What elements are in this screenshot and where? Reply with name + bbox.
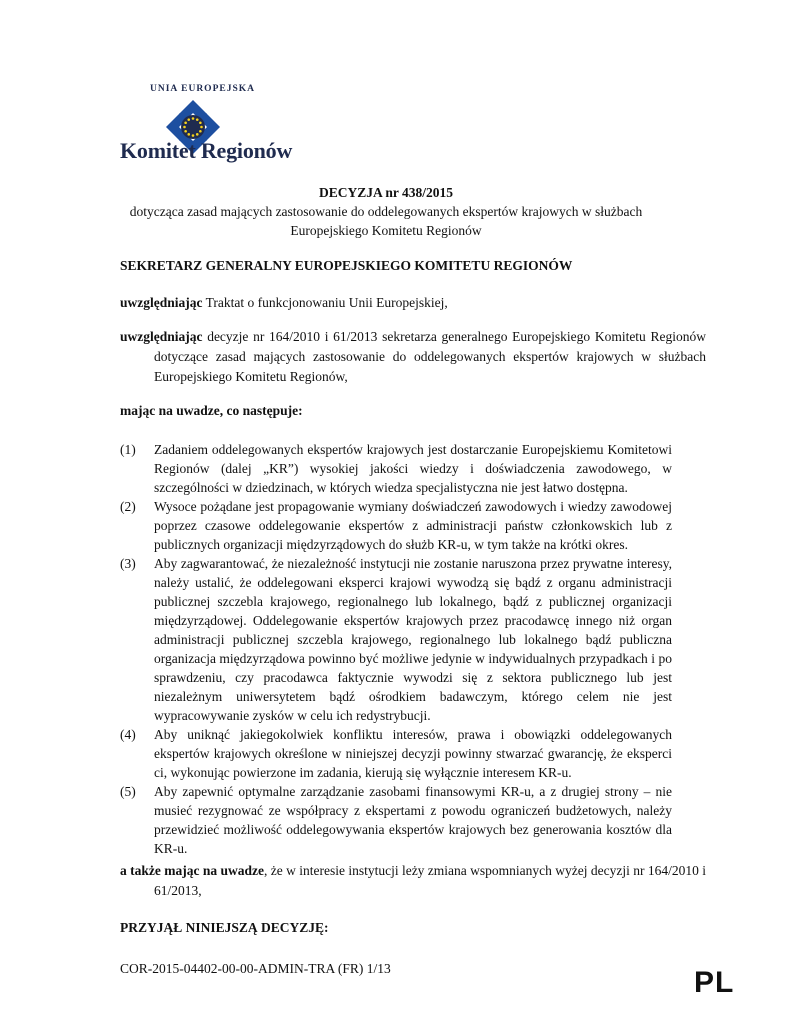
also-whereas-text: , że w interesie instytucji leży zmiana wspomnianych wyżej decyzji nr 164/2010 i 61/2013, bbox=[154, 863, 706, 898]
recital-number: (5) bbox=[120, 784, 136, 799]
adopted-heading: PRZYJĄŁ NINIEJSZĄ DECYZJĘ: bbox=[120, 920, 329, 935]
logo-star bbox=[184, 121, 187, 124]
recital-text: Aby uniknąć jakiegokolwiek konfliktu interesów, prawa i obowiązki oddelegowanych ekspertów krajowych określone w niniejszej decyzji powinny stwarzać gwarancję, że eksperci ci, wykonując powierzone im zadania, kierują się wyłącznie interesem KR-u. bbox=[154, 727, 672, 780]
logo-star bbox=[199, 130, 202, 133]
decision-title: DECYZJA nr 438/2015 bbox=[318, 185, 454, 200]
logo-star bbox=[196, 133, 199, 136]
having-regard-1-lead: uwzględniając bbox=[120, 295, 203, 310]
having-regard-1-text: Traktat o funkcjonowaniu Unii Europejskiej, bbox=[202, 295, 448, 310]
logo-eu-label: UNIA EUROPEJSKA bbox=[150, 84, 255, 94]
having-regard-2 bbox=[120, 327, 706, 387]
logo-star bbox=[184, 130, 187, 133]
list-item bbox=[120, 554, 672, 725]
list-item bbox=[120, 725, 672, 782]
recital-text: Aby zagwarantować, że niezależność instytucji nie zostanie naruszona przez prywatne interesy, należy ustalić, że oddelegowani eksperci krajowi wywodzą się bądź z organu administracji publicznej szczebla krajowego, regionalnego lub lokalnego, bądź z publicznej organizacji międzyrządowej. Oddelegowanie ekspertów krajowych przez pracodawcę innego niż organ administracji publicznej szczebla krajowego, regionalnego lub lokalnego bądź publiczna organizacja międzyrządowa powinno być możliwe jedynie w indywidualnych przypadkach i po sprawdzeniu, czy pracodawca faktycznie wywodzi się z sektora publicznego lub jest niezależnym uniwersytetem bądź ośrodkiem badawczym, którego celem nie jest wypracowywanie zysków w celu ich redystrybucji. bbox=[154, 556, 672, 723]
logo-star bbox=[200, 126, 203, 129]
logo-star bbox=[192, 134, 195, 137]
list-item bbox=[120, 440, 672, 497]
having-regard-2-text: decyzje nr 164/2010 i 61/2013 sekretarza generalnego Europejskiego Komitetu Regionów dotyczące zasad mających zastosowanie do oddelegowanych ekspertów krajowych w służbach Europejskiego Komitetu Regionów, bbox=[154, 329, 706, 384]
recital-text: Wysoce pożądane jest propagowanie wymiany doświadczeń zawodowych i wiedzy zawodowej poprzez czasowe oddelegowanie ekspertów z administracji państw członkowskich lub z publicznych organizacji międzyrządowych do służb KR-u, w tym także na krótki okres. bbox=[154, 499, 672, 552]
logo-star bbox=[192, 117, 195, 120]
decision-subtitle-line1: dotycząca zasad mających zastosowanie do oddelegowanych ekspertów krajowych w służbach bbox=[129, 204, 643, 219]
recital-text: Aby zapewnić optymalne zarządzanie zasobami finansowymi KR-u, a z drugiej strony – nie musieć rezygnować ze współpracy z ekspertami z powodu ograniczeń budżetowych, należy przewidzieć możliwość oddelegowywania ekspertów krajowych bez generowania kosztów dla KR-u. bbox=[154, 784, 672, 856]
recital-text: Zadaniem oddelegowanych ekspertów krajowych jest dostarczanie Europejskiemu Komitetowi Regionów (dalej „KR”) wysokiej jakości wiedzy i doświadczenia zawodowego, w szczególności w dziedzinach, w których wiedza specjalistyczna nie jest łatwo dostępna. bbox=[154, 442, 672, 495]
also-whereas-lead: a także mając na uwadze bbox=[120, 863, 264, 878]
logo-star bbox=[187, 133, 190, 136]
having-regard-1 bbox=[120, 293, 672, 313]
recital-number: (2) bbox=[120, 499, 136, 514]
whereas-heading: mając na uwadze, co następuje: bbox=[120, 403, 303, 418]
recital-number: (1) bbox=[120, 442, 136, 457]
list-item bbox=[120, 497, 672, 554]
document-reference: COR-2015-04402-00-00-ADMIN-TRA (FR) 1/13 bbox=[120, 961, 391, 976]
logo-star bbox=[196, 118, 199, 121]
list-item bbox=[120, 782, 672, 858]
logo-star bbox=[183, 126, 186, 129]
decision-title-block bbox=[100, 183, 672, 240]
decision-subtitle-line2: Europejskiego Komitetu Regionów bbox=[290, 223, 482, 238]
recital-number: (4) bbox=[120, 727, 136, 742]
logo-star bbox=[199, 121, 202, 124]
recitals-list bbox=[120, 440, 672, 858]
recital-number: (3) bbox=[120, 556, 136, 571]
having-regard-2-lead: uwzględniając bbox=[120, 329, 203, 344]
logo-star bbox=[187, 118, 190, 121]
language-code: PL bbox=[694, 966, 735, 999]
author-heading: SEKRETARZ GENERALNY EUROPEJSKIEGO KOMITETU REGIONÓW bbox=[120, 258, 573, 273]
also-whereas bbox=[120, 861, 706, 901]
logo-name: Komitet Regionów bbox=[120, 138, 293, 163]
